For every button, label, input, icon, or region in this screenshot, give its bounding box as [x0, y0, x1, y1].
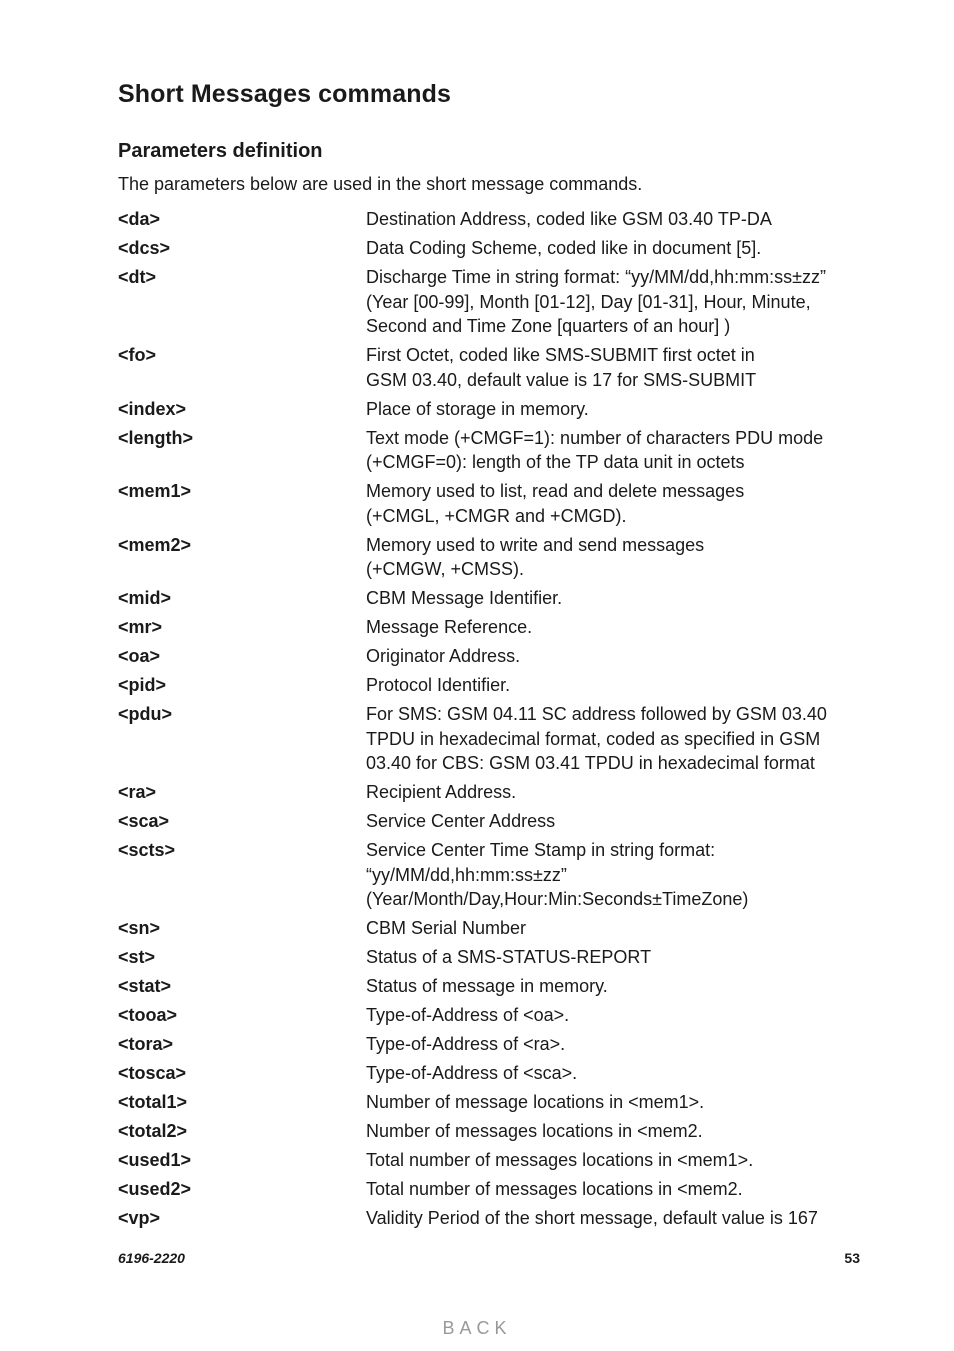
param-row	[118, 1003, 858, 1028]
param-row	[118, 343, 858, 392]
param-description	[366, 780, 858, 805]
param-description	[366, 397, 858, 422]
param-description	[366, 479, 858, 528]
param-description-line: Status of message in memory.	[366, 976, 608, 996]
param-description-line: “yy/MM/dd,hh:mm:ss±zz”	[366, 864, 567, 885]
param-description-line: Status of a SMS-STATUS-REPORT	[366, 947, 652, 967]
param-row	[118, 780, 858, 805]
param-description-line: Service Center Address	[366, 811, 556, 831]
param-row	[118, 1032, 858, 1057]
param-name: <mr>	[118, 617, 163, 637]
param-description	[366, 615, 858, 640]
param-name: <st>	[118, 947, 156, 967]
param-row	[118, 974, 858, 999]
param-row	[118, 1119, 858, 1144]
param-description	[366, 1061, 858, 1086]
param-description-line: Memory used to list, read and delete messages	[366, 481, 745, 501]
param-description-line: Data Coding Scheme, coded like in document [5].	[366, 238, 762, 258]
param-row	[118, 945, 858, 970]
param-description-line: Type-of-Address of <sca>.	[366, 1063, 578, 1083]
param-name: <oa>	[118, 646, 161, 666]
param-row	[118, 1148, 858, 1173]
param-row	[118, 426, 858, 475]
param-description	[366, 1032, 858, 1057]
param-description	[366, 974, 858, 999]
param-description-line: Protocol Identifier.	[366, 675, 511, 695]
param-description-line: (+CMGL, +CMGR and +CMGD).	[366, 505, 627, 526]
param-description-line: TPDU in hexadecimal format, coded as specified in GSM	[366, 728, 821, 749]
param-description-line: Memory used to write and send messages	[366, 534, 705, 555]
param-name: <pdu>	[118, 704, 173, 724]
param-description	[366, 916, 858, 941]
param-description-line: For SMS: GSM 04.11 SC address followed by GSM 03.40	[366, 704, 827, 724]
param-name: <sn>	[118, 918, 161, 938]
param-description-line: Discharge Time in string format: “yy/MM/dd,hh:mm:ss±zz”	[366, 267, 826, 287]
param-description-line: Service Center Time Stamp in string format:	[366, 840, 716, 860]
param-description-line: Type-of-Address of <ra>.	[366, 1034, 566, 1054]
param-description-line: (+CMGF=0): length of the TP data unit in octets	[366, 452, 745, 472]
param-description-line: Message Reference.	[366, 617, 533, 637]
param-description-line: Total number of messages locations in <mem1>.	[366, 1150, 754, 1170]
param-description-line: CBM Message Identifier.	[366, 588, 563, 608]
param-description	[366, 1090, 858, 1115]
param-name: <total2>	[118, 1121, 188, 1141]
param-row	[118, 207, 858, 232]
param-name: <dcs>	[118, 238, 171, 258]
param-name: <mem2>	[118, 534, 192, 555]
section-title: Parameters definition	[118, 140, 323, 162]
param-description	[366, 809, 858, 834]
param-description	[366, 838, 858, 912]
param-description-line: Place of storage in memory.	[366, 398, 589, 419]
param-row	[118, 1061, 858, 1086]
param-description	[366, 207, 858, 232]
param-description-line: Total number of messages locations in <mem2.	[366, 1179, 743, 1199]
param-row	[118, 615, 858, 640]
parameter-list	[118, 207, 858, 1235]
param-description	[366, 673, 858, 698]
param-description	[366, 1206, 858, 1231]
param-description	[366, 236, 858, 261]
param-description-line: Validity Period of the short message, default value is 167	[366, 1208, 818, 1228]
param-description-line: Destination Address, coded like GSM 03.40 TP-DA	[366, 209, 772, 229]
param-description-line: Originator Address.	[366, 646, 521, 666]
param-row	[118, 586, 858, 611]
param-description-line: Type-of-Address of <oa>.	[366, 1005, 570, 1025]
param-name: <da>	[118, 209, 161, 229]
param-name: <pid>	[118, 675, 167, 695]
param-description	[366, 586, 858, 611]
param-name: <index>	[118, 398, 187, 419]
param-row	[118, 809, 858, 834]
param-description-line: (+CMGW, +CMSS).	[366, 559, 525, 579]
param-description	[366, 1119, 858, 1144]
param-description-line: (Year/Month/Day,Hour:Min:Seconds±TimeZone)	[366, 889, 749, 909]
param-description	[366, 1148, 858, 1173]
param-name: <tooa>	[118, 1005, 178, 1025]
param-name: <length>	[118, 427, 194, 448]
param-row	[118, 533, 858, 582]
param-description	[366, 343, 858, 392]
param-name: <tosca>	[118, 1063, 187, 1083]
param-name: <tora>	[118, 1034, 174, 1054]
param-description-line: 03.40 for CBS: GSM 03.41 TPDU in hexadecimal format	[366, 753, 815, 773]
param-description-line: (Year [00-99], Month [01-12], Day [01-31], Hour, Minute,	[366, 291, 811, 312]
param-description-line: GSM 03.40, default value is 17 for SMS-SUBMIT	[366, 369, 757, 390]
param-description	[366, 1003, 858, 1028]
param-description-line: Recipient Address.	[366, 782, 517, 802]
param-row	[118, 673, 858, 698]
param-row	[118, 1206, 858, 1231]
param-name: <scts>	[118, 840, 176, 860]
param-description	[366, 702, 858, 776]
param-description	[366, 426, 858, 475]
intro-text: The parameters below are used in the short message commands.	[118, 174, 643, 194]
param-description-line: First Octet, coded like SMS-SUBMIT first octet in	[366, 345, 755, 365]
param-description-line: Text mode (+CMGF=1): number of characters PDU mode	[366, 427, 824, 448]
param-name: <ra>	[118, 782, 157, 802]
param-description	[366, 1177, 858, 1202]
footer-doc-number: 6196-2220	[118, 1250, 185, 1266]
param-row	[118, 838, 858, 912]
back-link[interactable]: BACK	[442, 1318, 512, 1338]
param-row	[118, 397, 858, 422]
param-row	[118, 916, 858, 941]
param-name: <vp>	[118, 1208, 161, 1228]
param-name: <sca>	[118, 811, 170, 831]
param-row	[118, 702, 858, 776]
param-row	[118, 479, 858, 528]
param-description-line: Number of message locations in <mem1>.	[366, 1092, 705, 1112]
param-name: <mid>	[118, 588, 172, 608]
param-name: <dt>	[118, 267, 157, 287]
param-name: <used1>	[118, 1150, 192, 1170]
param-description	[366, 533, 858, 582]
param-description-line: CBM Serial Number	[366, 918, 527, 938]
footer-page-number: 53	[844, 1250, 860, 1266]
param-description	[366, 644, 858, 669]
param-name: <used2>	[118, 1179, 192, 1199]
param-description	[366, 265, 858, 339]
page-title: Short Messages commands	[118, 80, 451, 108]
param-description-line: Number of messages locations in <mem2.	[366, 1121, 703, 1141]
param-row	[118, 265, 858, 339]
param-description	[366, 945, 858, 970]
param-row	[118, 1090, 858, 1115]
param-row	[118, 1177, 858, 1202]
param-description-line: Second and Time Zone [quarters of an hour] )	[366, 316, 731, 336]
param-name: <stat>	[118, 976, 172, 996]
param-name: <total1>	[118, 1092, 188, 1112]
param-name: <fo>	[118, 345, 157, 365]
param-row	[118, 644, 858, 669]
param-row	[118, 236, 858, 261]
param-name: <mem1>	[118, 481, 192, 501]
